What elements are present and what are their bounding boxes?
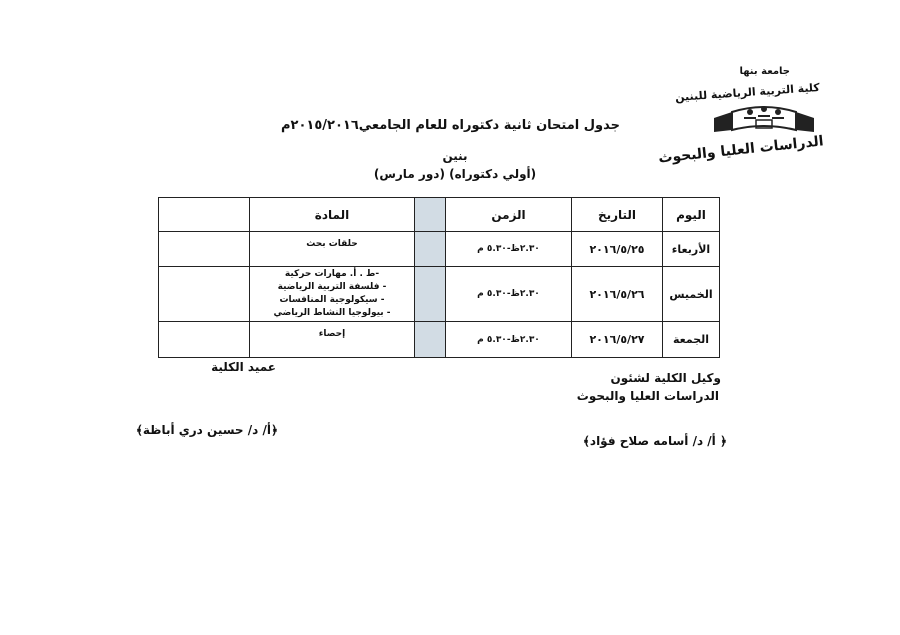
row-subject (250, 267, 415, 322)
subject-item: - سيكولوجية المنافسات (279, 295, 385, 305)
table-row (159, 267, 720, 322)
exam-schedule-table (158, 197, 720, 358)
dean-name: ﴿أ/ د/ حسين دري أباظة﴾ (135, 423, 278, 437)
table-header-row (159, 198, 720, 232)
row-time: ٢.٣٠ظ-٥.٣٠ م (446, 267, 572, 322)
dean-title: عميد الكلية (211, 360, 276, 374)
row-date: ٢٠١٦/٥/٢٥ (572, 232, 663, 267)
row-shaded-cell (415, 232, 446, 267)
header-blank-cell (159, 198, 250, 232)
row-blank-cell (159, 322, 250, 358)
header-day: اليوم (663, 198, 720, 232)
logo-department-text: الدراسات العليا والبحوث (657, 133, 825, 167)
row-date: ٢٠١٦/٥/٢٦ (572, 267, 663, 322)
row-day: الخميس (663, 267, 720, 322)
logo-university-text: جامعة بنها (739, 66, 790, 77)
row-subject (250, 232, 415, 267)
vice-dean-title-line2: الدراسات العليا والبحوث (576, 389, 719, 403)
row-subject (250, 322, 415, 358)
row-blank-cell (159, 232, 250, 267)
subject-item: - فلسفة التربية الرياضية (277, 282, 387, 292)
subject-item: إحصاء (318, 329, 346, 339)
header-subject: المادة (250, 198, 415, 232)
row-blank-cell (159, 267, 250, 322)
subject-item: حلقات بحث (306, 239, 358, 249)
row-day: الجمعة (663, 322, 720, 358)
header-time: الزمن (446, 198, 572, 232)
table-row (159, 232, 720, 267)
document-title: جدول امتحان ثانية دكتوراه للعام الجامعي٢٠١٥/٢٠١٦م (281, 118, 620, 133)
row-date: ٢٠١٦/٥/٢٧ (572, 322, 663, 358)
document-subtitle: بنين (442, 149, 468, 163)
row-shaded-cell (415, 267, 446, 322)
faculty-logo (657, 66, 825, 170)
document-term: (أولي دكتوراه) (دور مارس) (373, 167, 537, 181)
row-day: الأربعاء (663, 232, 720, 267)
subject-item: - بيولوجيا النشاط الرياضي (273, 308, 391, 318)
subject-item: -ط . أ. مهارات حركية (284, 269, 380, 279)
vice-dean-name: ﴿ أ/ د/ أسامه صلاح فؤاد﴾ (582, 434, 727, 448)
vice-dean-title-line1: وكيل الكلية لشئون (610, 371, 721, 385)
header-shaded-cell (415, 198, 446, 232)
table-row (159, 322, 720, 358)
row-time: ٢.٣٠ظ-٥.٣٠ م (446, 322, 572, 358)
logo-faculty-text: كلية التربية الرياضية للبنين (674, 80, 821, 105)
row-shaded-cell (415, 322, 446, 358)
row-time: ٢.٣٠ظ-٥.٣٠ م (446, 232, 572, 267)
header-date: التاريخ (572, 198, 663, 232)
